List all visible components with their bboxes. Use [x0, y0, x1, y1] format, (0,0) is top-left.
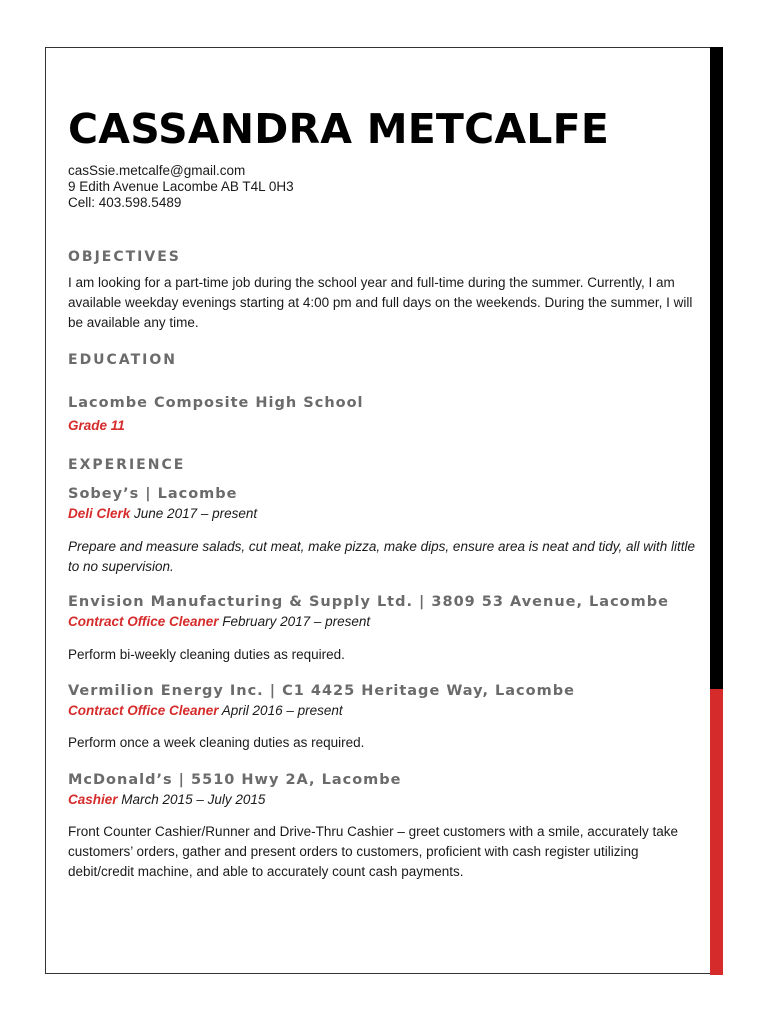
job-role: Deli Clerk: [68, 506, 131, 521]
contact-email[interactable]: casSsie.metcalfe@gmail.com: [68, 163, 246, 178]
grade-label: Grade 11: [68, 418, 125, 433]
job-org: McDonald’s | 5510 Hwy 2A, Lacombe: [68, 772, 402, 788]
job-description: Front Counter Cashier/Runner and Drive-Thru Cashier – greet customers with a smile, accurately take customers’ orders, gather and present orders to customers, proficient with cash register utilizing debit/credit machine, and able to accurately count cash payments.: [68, 824, 678, 879]
job-role: Cashier: [68, 792, 118, 807]
contact-address: 9 Edith Avenue Lacombe AB T4L 0H3: [68, 179, 294, 194]
job-role-line: [68, 505, 257, 523]
candidate-name: CASSANDRA METCALFE: [68, 105, 610, 153]
grade-line: [68, 417, 125, 435]
job-role: Contract Office Cleaner: [68, 614, 219, 629]
job-role: Contract Office Cleaner: [68, 703, 219, 718]
job-dates: March 2015 – July 2015: [117, 792, 266, 807]
contact-block: [68, 163, 294, 211]
side-bar-black: [710, 47, 723, 689]
job-role-line: [68, 791, 265, 809]
contact-phone: Cell: 403.598.5489: [68, 195, 182, 210]
job-dates: April 2016 – present: [218, 703, 343, 718]
job-role-line: [68, 613, 370, 631]
job-description: Prepare and measure salads, cut meat, make pizza, make dips, ensure area is neat and tidy, all with little to no supervision.: [68, 539, 696, 574]
experience-heading: EXPERIENCE: [68, 457, 186, 473]
objectives-text: I am looking for a part-time job during the school year and full-time during the summer. Currently, I am available weekday evenings starting at 4:00 pm and full days on the weekends. During the summer, I will be available any time.: [68, 275, 693, 330]
job-role-line: [68, 702, 343, 720]
job-dates: June 2017 – present: [130, 506, 258, 521]
school-name: Lacombe Composite High School: [68, 395, 364, 411]
job-org: Envision Manufacturing & Supply Ltd. | 3809 53 Avenue, Lacombe: [68, 594, 669, 610]
job-description: Perform once a week cleaning duties as required.: [68, 735, 365, 750]
side-bar-red: [710, 689, 723, 975]
objectives-heading: OBJECTIVES: [68, 249, 181, 265]
education-heading: EDUCATION: [68, 352, 177, 368]
job-description: Perform bi-weekly cleaning duties as required.: [68, 647, 345, 662]
job-dates: February 2017 – present: [218, 614, 371, 629]
job-org: Vermilion Energy Inc. | C1 4425 Heritage Way, Lacombe: [68, 683, 575, 699]
job-org: Sobey’s | Lacombe: [68, 486, 238, 502]
